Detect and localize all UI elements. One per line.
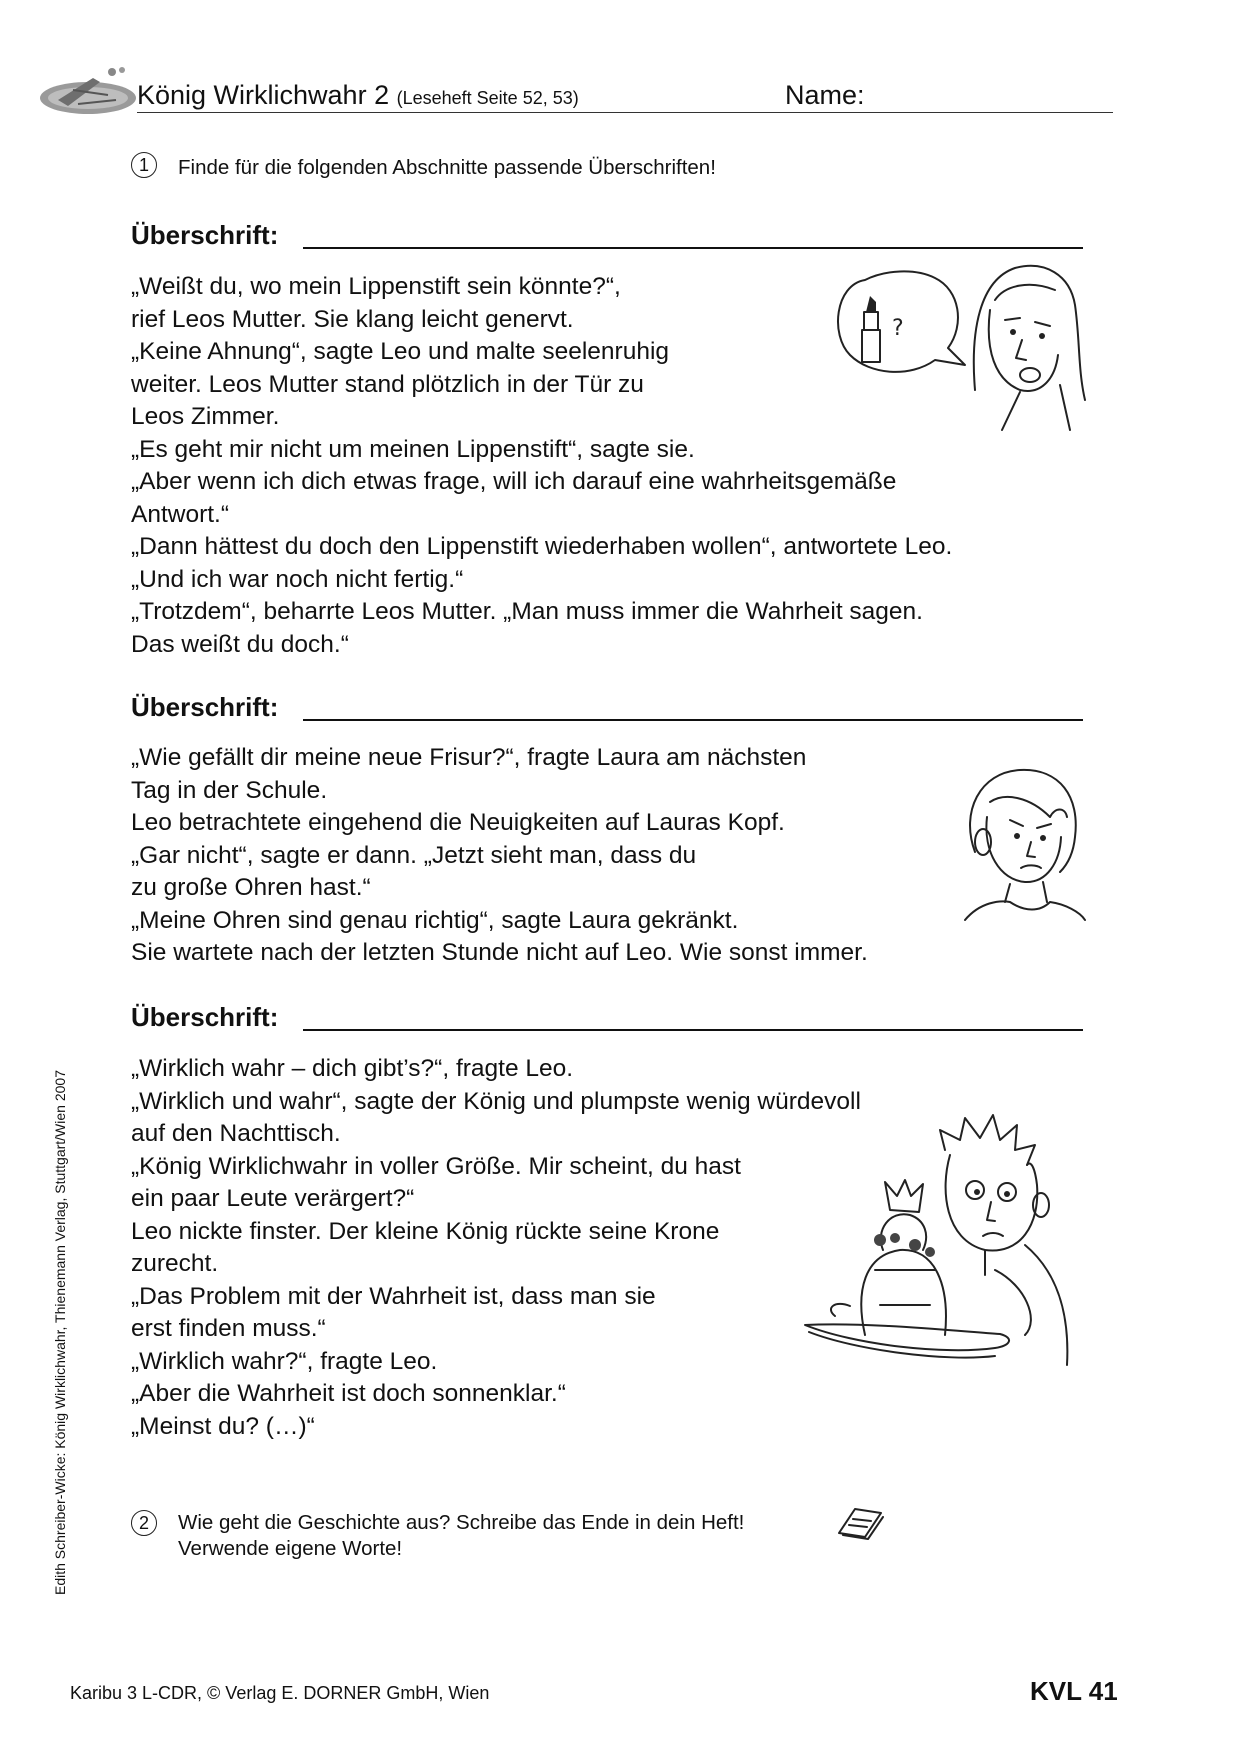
speech-bubble-mark: ?	[892, 316, 904, 341]
header-rule	[137, 112, 1113, 113]
story-line: „Dann hättest du doch den Lippenstift wiederhaben wollen“, antwortete Leo.	[131, 533, 953, 560]
story-line: „Trotzdem“, beharrte Leos Mutter. „Man muss immer die Wahrheit sagen.	[131, 598, 923, 625]
story-line: erst finden muss.“	[131, 1315, 326, 1342]
footer-page-code: KVL 41	[1030, 1676, 1118, 1706]
header-logo-icon	[38, 60, 138, 120]
headline-label-1: Überschrift:	[131, 220, 279, 250]
story-line: „Gar nicht“, sagte er dann. „Jetzt sieht man, dass du	[131, 841, 697, 869]
story-line: ein paar Leute verärgert?“	[131, 1185, 415, 1212]
story-line: Leo betrachtete eingehend die Neuigkeiten auf Lauras Kopf.	[131, 809, 785, 836]
name-label: Name:	[785, 80, 865, 110]
story-line: zu große Ohren hast.“	[131, 874, 371, 901]
story-line: „Aber wenn ich dich etwas frage, will ich darauf eine wahrheitsgemäße	[131, 468, 897, 495]
story-line: „Meinst du? (…)“	[131, 1412, 315, 1440]
headline-answer-line-1[interactable]	[303, 247, 1083, 249]
notebook-icon	[835, 1505, 885, 1541]
story-line: weiter. Leos Mutter stand plötzlich in der Tür zu	[131, 370, 644, 398]
story-line: Leo nickte finster. Der kleine König rückte seine Krone	[131, 1217, 720, 1245]
story-line: Leos Zimmer.	[131, 403, 280, 430]
story-section-3	[131, 1053, 861, 1443]
story-line: Tag in der Schule.	[131, 776, 328, 804]
story-line: „Es geht mir nicht um meinen Lippenstift“, sagte sie.	[131, 435, 695, 463]
story-line: „Keine Ahnung“, sagte Leo und malte seelenruhig	[131, 338, 670, 365]
story-line: „König Wirklichwahr in voller Größe. Mir scheint, du hast	[131, 1152, 741, 1180]
mother-illustration	[830, 260, 1090, 435]
story-line: „Weißt du, wo mein Lippenstift sein könnte?“,	[131, 273, 621, 300]
title-subtitle: (Leseheft Seite 52, 53)	[396, 88, 579, 108]
story-line: „Aber die Wahrheit ist doch sonnenklar.“	[131, 1380, 566, 1407]
story-line: „Wirklich wahr?“, fragte Leo.	[131, 1347, 438, 1375]
story-line: rief Leos Mutter. Sie klang leicht genervt.	[131, 305, 574, 333]
boy-king-illustration	[795, 1110, 1085, 1380]
story-line: „Wirklich und wahr“, sagte der König und plumpste wenig würdevoll	[131, 1087, 861, 1115]
story-line: „Wie gefällt dir meine neue Frisur?“, fragte Laura am nächsten	[131, 744, 807, 771]
headline-label-2: Überschrift:	[131, 692, 279, 722]
story-line: „Und ich war noch nicht fertig.“	[131, 565, 464, 593]
task-1-instruction: Finde für die folgenden Abschnitte passende Überschriften!	[178, 156, 716, 179]
task-1-number: 1	[131, 152, 157, 178]
story-line: zurecht.	[131, 1250, 219, 1277]
task-2-instruction-line-1: Wie geht die Geschichte aus? Schreibe das Ende in dein Heft!	[178, 1511, 745, 1534]
story-line: „Wirklich wahr – dich gibt’s?“, fragte Leo.	[131, 1055, 574, 1082]
headline-answer-line-2[interactable]	[303, 719, 1083, 721]
task-2-number: 2	[131, 1510, 157, 1536]
page-title	[137, 80, 579, 111]
story-line: Antwort.“	[131, 500, 230, 528]
headline-label-3: Überschrift:	[131, 1002, 279, 1032]
story-section-2	[131, 742, 868, 970]
task-2-instruction-line-2: Verwende eigene Worte!	[178, 1537, 403, 1560]
story-line: „Meine Ohren sind genau richtig“, sagte Laura gekränkt.	[131, 906, 739, 934]
title-text: König Wirklichwahr 2	[137, 80, 390, 110]
story-line: auf den Nachttisch.	[131, 1120, 341, 1147]
story-line: Sie wartete nach der letzten Stunde nicht auf Leo. Wie sonst immer.	[131, 939, 868, 966]
headline-answer-line-3[interactable]	[303, 1029, 1083, 1031]
story-line: Das weißt du doch.“	[131, 630, 349, 658]
girl-illustration	[955, 762, 1090, 922]
story-line: „Das Problem mit der Wahrheit ist, dass man sie	[131, 1282, 656, 1310]
footer-publisher: Karibu 3 L-CDR, © Verlag E. DORNER GmbH, Wien	[70, 1683, 490, 1703]
side-credit: Edith Schreiber-Wicke: König Wirklichwahr, Thienemann Verlag, Stuttgart/Wien 2007	[52, 1070, 68, 1595]
